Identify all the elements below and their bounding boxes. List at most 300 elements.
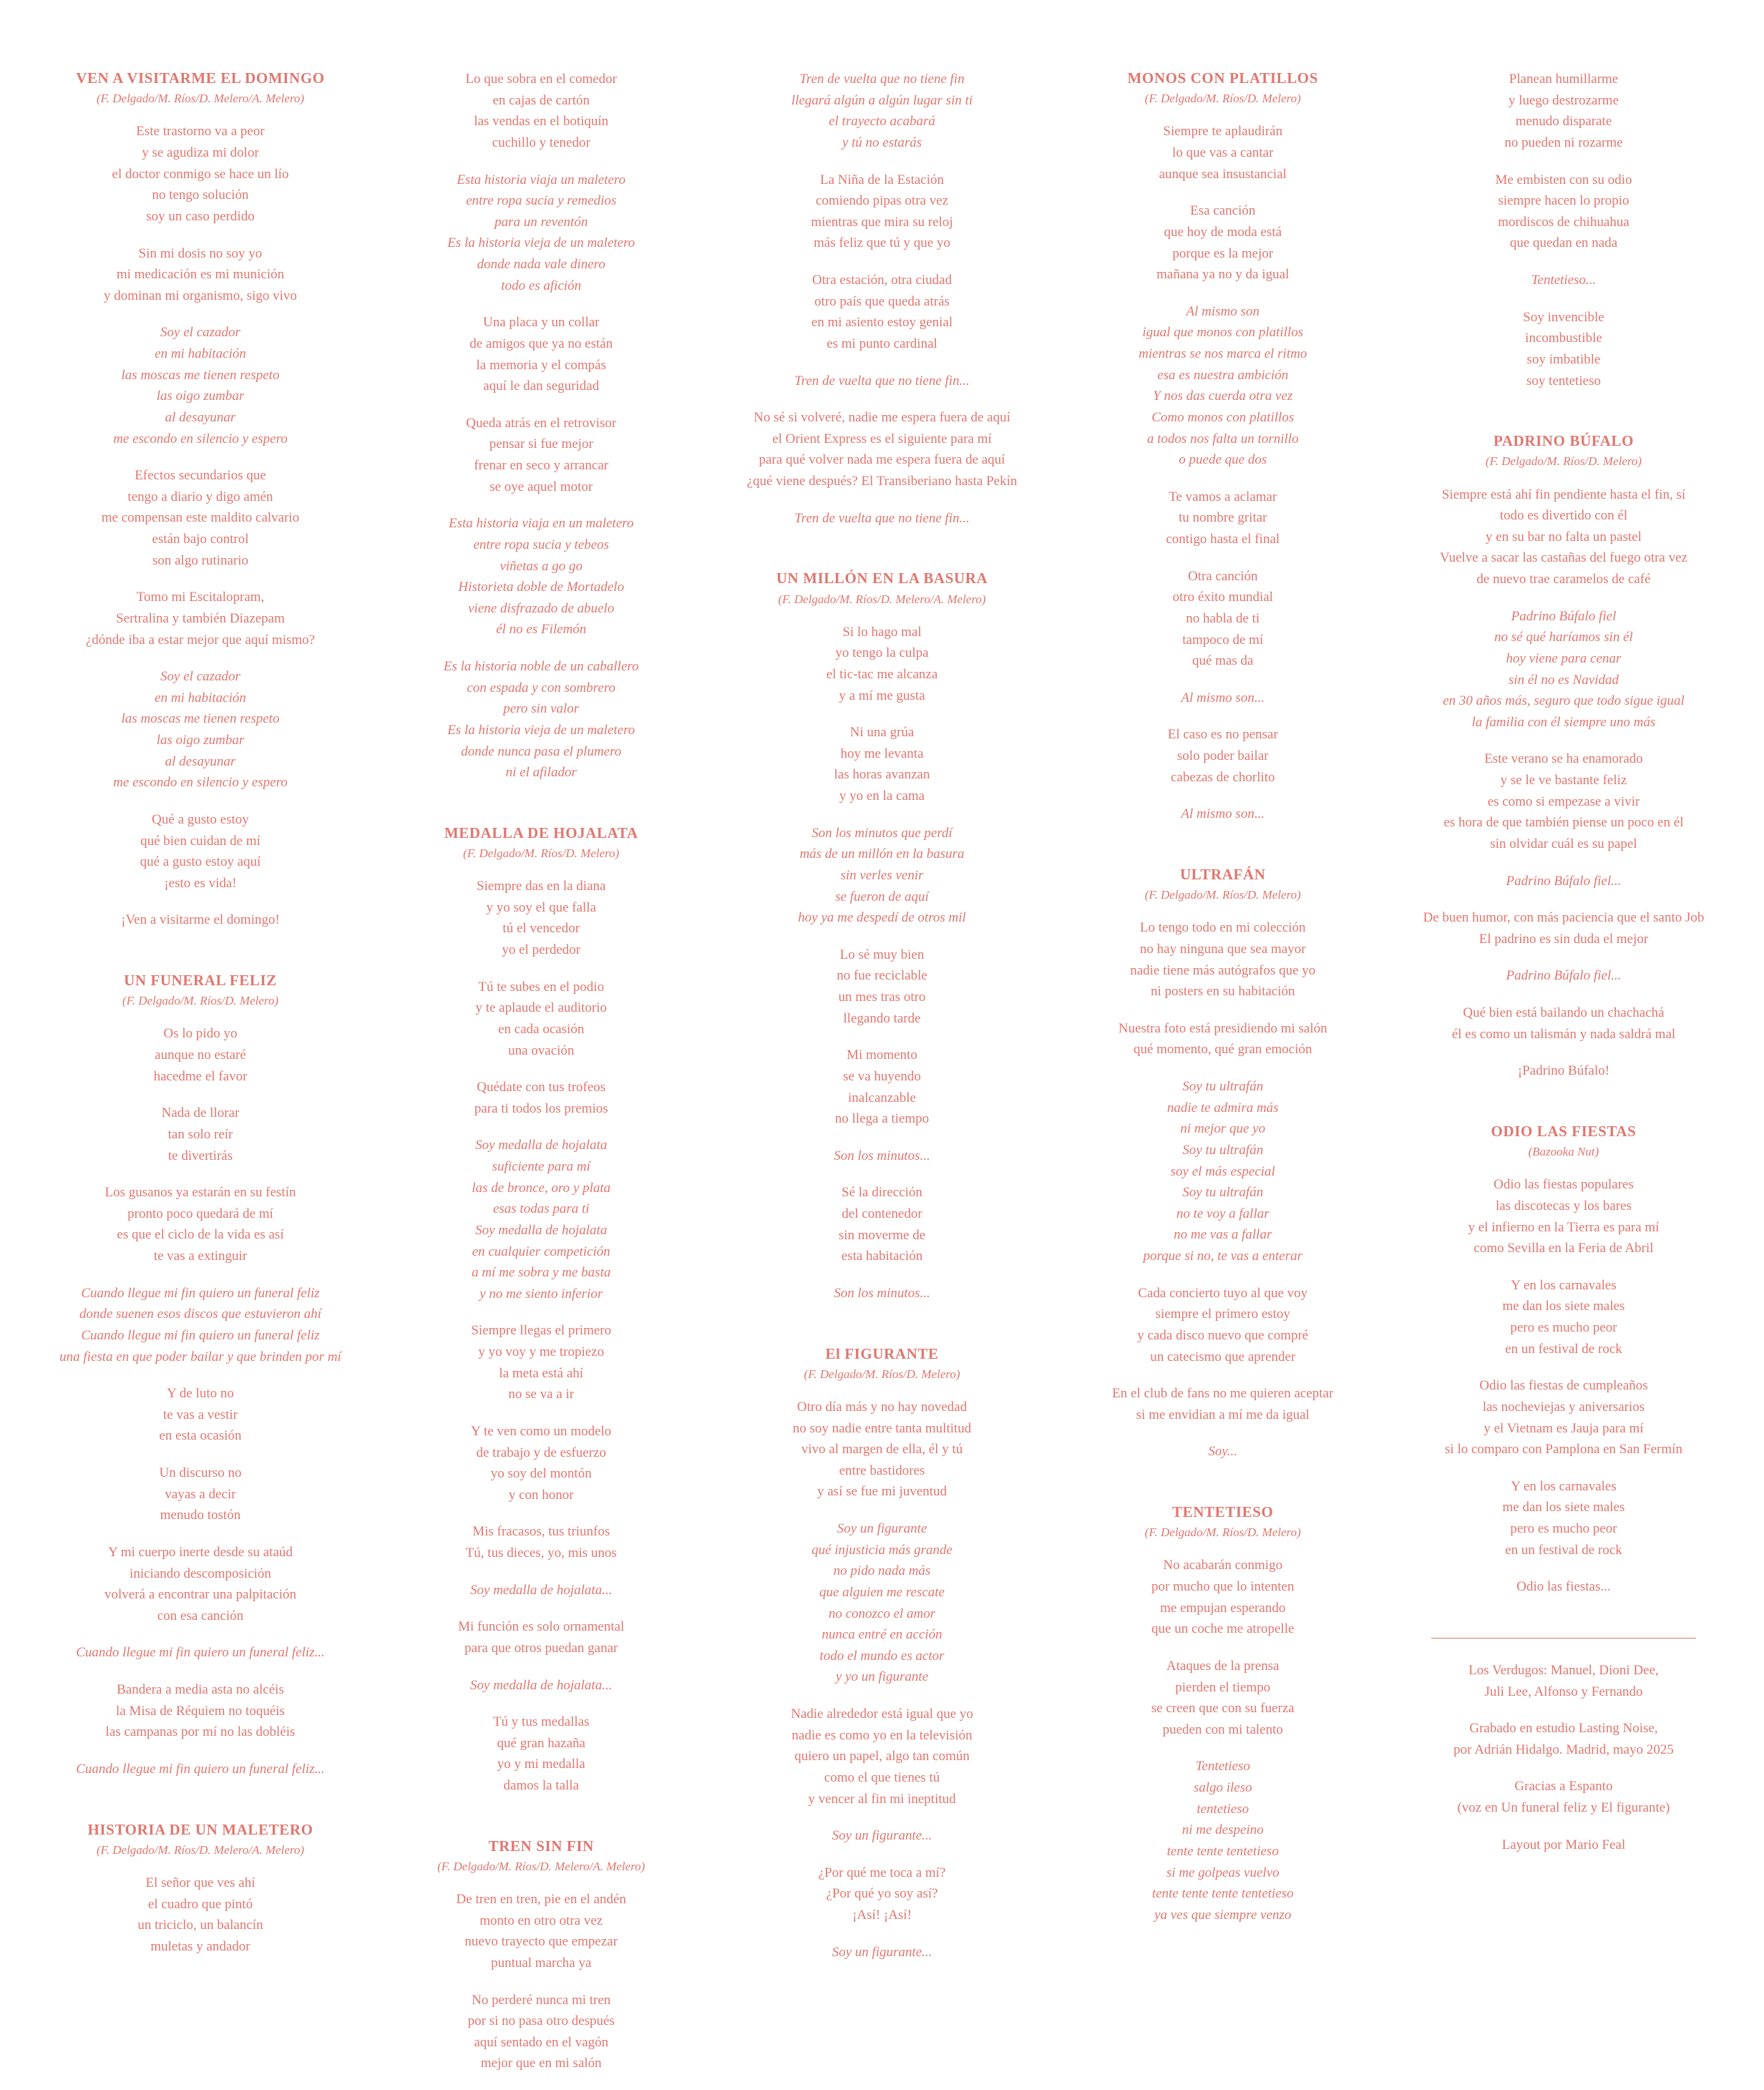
lyric-stanza bbox=[59, 1642, 341, 1664]
lyric-line: él no es Filemón bbox=[496, 622, 587, 638]
lyric-line: para un reventón bbox=[494, 214, 588, 230]
lyric-stanza bbox=[444, 1711, 638, 1797]
lyric-stanza bbox=[444, 656, 639, 783]
lyric-line: las moscas me tienen respeto bbox=[121, 711, 280, 727]
song-block bbox=[1423, 407, 1705, 1098]
lyric-line: esta habitación bbox=[841, 1249, 923, 1264]
lyric-line: Nadie alrededor está igual que yo bbox=[791, 1706, 973, 1722]
lyric-stanza bbox=[1112, 917, 1333, 1002]
song-credit: (F. Delgado/M. Ríos/D. Melero) bbox=[1485, 454, 1642, 469]
lyric-stanza bbox=[776, 1045, 988, 1130]
lyric-stanza bbox=[1495, 69, 1632, 154]
lyric-line: si lo comparo con Pamplona en San Fermín bbox=[1445, 1442, 1682, 1457]
lyric-line: las vendas en el botiquín bbox=[474, 114, 609, 130]
lyric-line: Lo tengo todo en mi colección bbox=[1139, 920, 1306, 936]
lyric-line: que hoy de moda está bbox=[1164, 224, 1282, 240]
lyrics-column bbox=[384, 69, 698, 2090]
lyric-line: De tren en tren, pie en el andén bbox=[456, 1892, 626, 1908]
lyric-line: soy tentetieso bbox=[1526, 373, 1601, 389]
lyric-line: Soy un figurante bbox=[837, 1521, 927, 1537]
lyric-line: esas todas para ti bbox=[492, 1201, 590, 1217]
lyric-line: Odio las fiestas... bbox=[1516, 1579, 1611, 1595]
lyric-line: Siempre llegas el primero bbox=[471, 1323, 612, 1339]
lyric-line: iniciando descomposición bbox=[130, 1566, 271, 1581]
song-credit: (F. Delgado/M. Ríos/D. Melero/A. Melero) bbox=[778, 592, 986, 606]
lyric-line: más de un millón en la basura bbox=[799, 846, 965, 862]
lyric-stanza bbox=[59, 1542, 341, 1627]
lyric-line: entre ropa sucia y tebeos bbox=[473, 537, 610, 552]
lyric-line: Os lo pido yo bbox=[163, 1026, 238, 1042]
lyric-line: Bandera a media asta no alcéis bbox=[117, 1682, 284, 1698]
lyric-stanza bbox=[444, 977, 638, 1062]
lyric-line: pierden el tiempo bbox=[1175, 1679, 1271, 1695]
lyric-line: la memoria y el compás bbox=[476, 357, 606, 373]
lyric-line: el tic-tac me alcanza bbox=[826, 666, 938, 682]
song-title: VEN A VISITARME EL DOMINGO bbox=[76, 69, 325, 87]
lyric-stanza bbox=[776, 823, 988, 929]
lyric-line: Padrino Búfalo fiel... bbox=[1506, 968, 1622, 984]
song-title: TENTETIESO bbox=[1172, 1503, 1274, 1521]
lyric-line: me compensan este maldito calvario bbox=[101, 510, 300, 526]
lyric-line: El padrino es sin duda el mejor bbox=[1478, 931, 1649, 947]
lyric-line: una ovación bbox=[508, 1042, 575, 1058]
lyric-stanza bbox=[59, 1462, 341, 1526]
lyric-line: todo es afición bbox=[501, 278, 582, 293]
lyric-stanza bbox=[1127, 487, 1318, 550]
lyric-stanza bbox=[1127, 804, 1318, 825]
lyric-line: Si lo hago mal bbox=[842, 624, 922, 640]
lyric-stanza bbox=[87, 1872, 313, 1958]
lyric-line: cabezas de chorlito bbox=[1170, 769, 1275, 785]
song-block bbox=[747, 69, 1018, 545]
lyric-line: hoy viene para cenar bbox=[1506, 650, 1622, 666]
lyric-line: y se le ve bastante feliz bbox=[1500, 773, 1627, 788]
lyric-stanza bbox=[1127, 121, 1318, 185]
lyric-stanza bbox=[444, 1077, 638, 1119]
lyric-line: Son los minutos... bbox=[834, 1148, 930, 1163]
song-title: UN MILLÓN EN LA BASURA bbox=[776, 570, 988, 587]
lyric-stanza bbox=[59, 1283, 341, 1368]
lyric-stanza bbox=[776, 622, 988, 707]
lyric-line: hacedme el favor bbox=[153, 1068, 248, 1084]
lyric-line: Lo que sobra en el comedor bbox=[465, 72, 618, 87]
lyric-line: al desayunar bbox=[165, 409, 236, 425]
lyric-line: puntual marcha ya bbox=[491, 1955, 592, 1971]
lyric-line: es que el ciclo de la vida es así bbox=[117, 1227, 284, 1243]
lyric-line: se fueron de aquí bbox=[835, 889, 929, 904]
song-title: TREN SIN FIN bbox=[488, 1837, 594, 1855]
credits-line: Juli Lee, Alfonso y Fernando bbox=[1484, 1684, 1643, 1699]
credits-line: Gracias a Espanto bbox=[1514, 1779, 1613, 1794]
lyric-stanza bbox=[76, 322, 324, 449]
lyric-line: el trayecto acabará bbox=[829, 114, 935, 130]
lyric-line: tu nombre gritar bbox=[1179, 510, 1267, 526]
lyric-line: Planean humillarme bbox=[1509, 72, 1619, 87]
lyric-line: Otra estación, otra ciudad bbox=[812, 273, 952, 288]
lyric-line: y yo en la cama bbox=[839, 788, 925, 804]
lyric-line: Tentetieso... bbox=[1531, 273, 1597, 288]
lyric-line: incombustible bbox=[1525, 331, 1602, 346]
lyric-line: Los gusanos ya estarán en su festín bbox=[104, 1185, 296, 1201]
lyric-line: Al mismo son... bbox=[1181, 806, 1265, 822]
lyric-line: Vuelve a sacar las castañas del fuego otra vez bbox=[1440, 550, 1687, 566]
lyric-line: hoy ya me despedí de otros mil bbox=[798, 910, 966, 926]
lyric-stanza bbox=[444, 69, 639, 154]
lyric-line: Soy un figurante... bbox=[832, 1828, 932, 1844]
lyric-stanza bbox=[76, 909, 324, 931]
credits-line: Grabado en estudio Lasting Noise, bbox=[1469, 1721, 1658, 1737]
song-credit: (F. Delgado/M. Ríos/D. Melero) bbox=[1144, 92, 1301, 106]
song-block bbox=[1445, 1098, 1682, 1613]
lyric-line: las discotecas y los bares bbox=[1496, 1198, 1632, 1214]
lyric-line: frenar en seco y arrancar bbox=[474, 458, 609, 473]
lyric-stanza bbox=[747, 69, 1018, 154]
lyric-line: mañana ya no y da igual bbox=[1156, 267, 1290, 283]
lyric-stanza bbox=[1145, 1656, 1301, 1741]
lyric-stanza bbox=[1112, 1283, 1333, 1368]
lyric-stanza bbox=[1445, 1275, 1682, 1360]
lyric-line: es mi punto cardinal bbox=[827, 336, 937, 351]
lyric-line: comiendo pipas otra vez bbox=[815, 193, 949, 209]
lyric-line: sin olvidar cuál es su papel bbox=[1490, 836, 1637, 851]
lyric-stanza bbox=[776, 1146, 988, 1167]
lyric-stanza bbox=[747, 270, 1018, 355]
lyric-line: las moscas me tienen respeto bbox=[121, 367, 280, 383]
lyric-line: y tú no estarás bbox=[842, 135, 922, 150]
lyric-stanza bbox=[791, 1397, 973, 1503]
lyric-line: pero es mucho peor bbox=[1510, 1521, 1617, 1537]
lyric-line: Mi función es solo ornamental bbox=[458, 1619, 625, 1635]
lyric-line: Esta historia viaja un maletero bbox=[457, 172, 626, 187]
song-title: MONOS CON PLATILLOS bbox=[1127, 69, 1319, 87]
lyric-stanza bbox=[444, 312, 639, 397]
lyrics-column bbox=[725, 69, 1040, 1978]
lyric-line: pero sin valor bbox=[503, 701, 580, 717]
lyric-line: contigo hasta el final bbox=[1166, 532, 1280, 547]
lyric-line: y se agudiza mi dolor bbox=[142, 145, 259, 161]
lyric-line: y el Vietnam es Jauja para mí bbox=[1483, 1420, 1644, 1436]
lyric-line: como Sevilla en la Feria de Abril bbox=[1473, 1241, 1654, 1256]
lyric-line: Soy... bbox=[1208, 1444, 1238, 1460]
lyric-line: están bajo control bbox=[152, 532, 249, 547]
lyric-line: menudo tostón bbox=[160, 1508, 241, 1523]
lyric-line: la familia con él siempre uno más bbox=[1471, 714, 1656, 730]
lyric-line: Efectos secundarios que bbox=[135, 468, 266, 484]
song-block bbox=[776, 545, 988, 1319]
song-block bbox=[437, 1812, 645, 2090]
lyric-line: nadie tiene más autógrafos que yo bbox=[1130, 962, 1316, 978]
lyric-line: nadie es como yo en la televisión bbox=[791, 1727, 973, 1743]
lyric-line: siempre hacen lo propio bbox=[1498, 193, 1629, 209]
lyric-line: por si no pasa otro después bbox=[467, 2013, 615, 2029]
lyric-line: lo que vas a cantar bbox=[1172, 145, 1274, 161]
lyric-stanza bbox=[1112, 1076, 1333, 1267]
lyric-line: siempre el primero estoy bbox=[1155, 1307, 1290, 1322]
lyric-stanza bbox=[444, 1580, 638, 1601]
lyric-line: más feliz que tú y que yo bbox=[813, 235, 950, 251]
lyric-stanza bbox=[76, 121, 324, 227]
lyric-stanza bbox=[747, 508, 1018, 529]
song-credit: (F. Delgado/M. Ríos/D. Melero/A. Melero) bbox=[437, 1859, 645, 1873]
lyric-line: igual que monos con platillos bbox=[1142, 325, 1304, 341]
lyric-line: todo el mundo es actor bbox=[819, 1648, 945, 1664]
lyric-line: Y en los carnavales bbox=[1511, 1277, 1617, 1293]
lyric-line: qué bien cuidan de mí bbox=[140, 833, 260, 849]
lyric-line: Soy medalla de hojalata... bbox=[470, 1677, 613, 1693]
lyric-stanza bbox=[791, 1942, 973, 1963]
lyric-line: otro éxito mundial bbox=[1172, 590, 1273, 605]
lyric-line: Me embisten con su odio bbox=[1495, 172, 1632, 187]
lyric-line: sin él no es Navidad bbox=[1508, 672, 1619, 688]
credits-line: (voz en Un funeral feliz y El figurante) bbox=[1457, 1800, 1670, 1816]
credits-line: Layout por Mario Feal bbox=[1501, 1837, 1626, 1852]
credits-block bbox=[1468, 1660, 1659, 1702]
lyric-line: damos la talla bbox=[503, 1778, 579, 1794]
lyric-line: en un festival de rock bbox=[1505, 1341, 1622, 1357]
lyric-line: en mi habitación bbox=[155, 346, 246, 362]
lyric-line: Sin mi dosis no soy yo bbox=[138, 245, 263, 261]
lyric-stanza bbox=[1127, 688, 1318, 709]
song-title: ULTRAFÁN bbox=[1179, 865, 1266, 883]
lyric-line: pueden con mi talento bbox=[1162, 1722, 1283, 1737]
lyric-line: Mis fracasos, tus triunfos bbox=[472, 1524, 610, 1540]
lyric-stanza bbox=[76, 465, 324, 571]
lyric-stanza bbox=[776, 944, 988, 1030]
lyric-stanza bbox=[776, 1283, 988, 1304]
lyric-line: y el infierno en la Tierra es para mí bbox=[1468, 1219, 1660, 1235]
lyric-line: tente tente tente tentetieso bbox=[1151, 1886, 1294, 1902]
lyric-stanza bbox=[59, 1182, 341, 1267]
credits-block bbox=[1502, 1835, 1626, 1856]
lyric-line: salgo ileso bbox=[1193, 1780, 1252, 1796]
lyric-line: Padrino Búfalo fiel bbox=[1511, 608, 1617, 624]
lyric-line: Lo sé muy bien bbox=[839, 947, 925, 962]
lyric-stanza bbox=[776, 722, 988, 807]
lyric-stanza bbox=[1445, 1476, 1682, 1561]
lyric-line: me dan los siete males bbox=[1502, 1299, 1625, 1314]
lyric-line: Tomo mi Escitalopram, bbox=[136, 590, 265, 605]
lyric-stanza bbox=[1145, 1555, 1301, 1640]
lyric-line: y así se fue mi juventud bbox=[817, 1484, 947, 1500]
lyric-line: y vencer al fin mi ineptitud bbox=[808, 1791, 956, 1807]
lyric-line: llegará algún a algún lugar sin ti bbox=[791, 92, 973, 108]
lyric-line: Qué bien está bailando un chachachá bbox=[1463, 1005, 1665, 1021]
lyric-stanza bbox=[791, 1518, 973, 1688]
lyric-line: Padrino Búfalo fiel... bbox=[1506, 873, 1622, 889]
lyric-line: donde nada vale dinero bbox=[477, 257, 605, 272]
lyric-line: suficiente para mí bbox=[492, 1159, 590, 1175]
lyric-stanza bbox=[76, 587, 324, 650]
lyric-line: mientras que mira su reloj bbox=[811, 214, 953, 230]
lyric-line: La Niña de la Estación bbox=[819, 172, 945, 187]
lyric-line: Odio las fiestas de cumpleaños bbox=[1479, 1378, 1648, 1394]
lyric-stanza bbox=[1495, 170, 1632, 255]
lyric-line: en cualquier competición bbox=[472, 1244, 610, 1259]
lyric-line: no habla de ti bbox=[1186, 610, 1260, 626]
lyric-line: en 30 años más, seguro que todo sigue igual bbox=[1443, 693, 1685, 709]
lyric-line: pero es mucho peor bbox=[1510, 1320, 1617, 1336]
lyric-line: pensar si fue mejor bbox=[489, 436, 593, 452]
lyric-stanza bbox=[444, 413, 639, 498]
lyrics-column bbox=[1066, 69, 1380, 1941]
lyric-line: te divertirás bbox=[167, 1148, 233, 1163]
credits-block bbox=[1457, 1776, 1670, 1818]
lyric-line: Este trastorno va a peor bbox=[136, 124, 265, 140]
lyric-stanza bbox=[1423, 965, 1705, 987]
lyric-line: viene disfrazado de abuelo bbox=[468, 600, 615, 616]
lyric-line: en mi asiento estoy genial bbox=[811, 315, 953, 331]
lyric-line: ¡esto es vida! bbox=[164, 875, 237, 891]
song-credit: (F. Delgado/M. Ríos/D. Melero) bbox=[1144, 888, 1301, 902]
lyric-line: llegando tarde bbox=[843, 1010, 921, 1026]
lyric-line: Tren de vuelta que no tiene fin bbox=[799, 72, 965, 87]
lyric-line: ni el afilador bbox=[505, 765, 577, 781]
lyric-line: No acabarán conmigo bbox=[1163, 1558, 1283, 1573]
lyric-line: y yo un figurante bbox=[835, 1669, 929, 1685]
lyric-stanza bbox=[1423, 484, 1705, 590]
lyric-stanza bbox=[444, 513, 639, 640]
lyric-line: que quedan en nada bbox=[1509, 235, 1618, 251]
lyric-line: Y nos das cuerda otra vez bbox=[1153, 389, 1293, 404]
lyric-line: vayas a decir bbox=[165, 1486, 236, 1502]
lyric-line: tente tente tentetieso bbox=[1166, 1843, 1279, 1859]
lyric-line: un catecismo que aprender bbox=[1150, 1349, 1296, 1364]
lyric-line: Y en los carnavales bbox=[1511, 1478, 1617, 1494]
lyric-line: no llega a tiempo bbox=[834, 1111, 930, 1127]
lyric-line: con esa canción bbox=[157, 1608, 244, 1623]
lyric-stanza bbox=[1127, 566, 1318, 672]
lyric-stanza bbox=[444, 1421, 638, 1506]
lyric-line: Cuando llegue mi fin quiero un funeral feliz bbox=[81, 1327, 320, 1343]
lyric-line: hoy me levanta bbox=[840, 746, 924, 761]
lyric-line: de trabajo y de esfuerzo bbox=[476, 1445, 606, 1460]
lyric-line: Una placa y un collar bbox=[483, 315, 600, 331]
song-block bbox=[444, 799, 638, 1812]
lyric-line: y a mí me gusta bbox=[839, 688, 925, 703]
lyric-line: Tentetieso bbox=[1195, 1759, 1250, 1774]
lyric-line: Cada concierto tuyo al que voy bbox=[1138, 1285, 1308, 1301]
lyric-stanza bbox=[444, 1675, 638, 1696]
lyric-stanza bbox=[791, 1704, 973, 1810]
lyric-line: como el que tienes tú bbox=[824, 1769, 940, 1785]
lyric-stanza bbox=[437, 1889, 645, 1974]
lyric-line: porque si no, te vas a enterar bbox=[1143, 1249, 1302, 1264]
lyric-line: el Orient Express es el siguiente para mí bbox=[772, 431, 992, 446]
lyric-stanza bbox=[1445, 1174, 1682, 1259]
lyric-line: tengo a diario y digo amén bbox=[127, 489, 273, 504]
lyric-line: porque es la mejor bbox=[1172, 245, 1274, 261]
lyric-line: todo es divertido con él bbox=[1499, 508, 1628, 524]
lyric-line: El caso es no pensar bbox=[1167, 727, 1278, 743]
lyric-stanza bbox=[444, 1320, 638, 1405]
lyric-line: Nada de llorar bbox=[161, 1105, 240, 1121]
lyric-stanza bbox=[791, 1862, 973, 1926]
lyric-line: mi medicación es mi munición bbox=[116, 267, 285, 283]
lyric-line: Nuestra foto está presidiendo mi salón bbox=[1118, 1020, 1327, 1036]
song-credit: (Bazooka Nut) bbox=[1528, 1145, 1599, 1159]
lyric-line: tampoco de mí bbox=[1182, 632, 1264, 648]
lyric-line: no hay ninguna que sea mayor bbox=[1139, 941, 1306, 957]
lyric-line: qué momento, qué gran emoción bbox=[1133, 1042, 1312, 1058]
lyric-line: Soy un figurante... bbox=[832, 1944, 932, 1960]
song-title: UN FUNERAL FELIZ bbox=[124, 972, 277, 990]
lyric-stanza bbox=[1423, 1060, 1705, 1082]
lyric-stanza bbox=[776, 1182, 988, 1267]
lyric-stanza bbox=[1495, 307, 1632, 392]
lyric-line: que alguien me rescate bbox=[819, 1584, 945, 1600]
lyric-line: Otro día más y no hay novedad bbox=[796, 1399, 968, 1415]
lyric-stanza bbox=[1112, 1018, 1333, 1060]
credits-line: Los Verdugos: Manuel, Dioni Dee, bbox=[1468, 1662, 1659, 1678]
lyric-line: ¿qué viene después? El Transiberiano hasta Pekín bbox=[746, 474, 1018, 489]
lyric-line: él es como un talismán y nada saldrá mal bbox=[1451, 1026, 1676, 1042]
lyric-line: tú el vencedor bbox=[502, 921, 580, 937]
lyric-line: Soy medalla de hojalata... bbox=[470, 1582, 613, 1598]
lyric-line: Un discurso no bbox=[159, 1465, 242, 1481]
lyric-line: en cajas de cartón bbox=[492, 92, 590, 108]
song-credit: (F. Delgado/M. Ríos/D. Melero/A. Melero) bbox=[96, 1842, 305, 1857]
lyric-stanza bbox=[747, 407, 1018, 492]
lyric-line: No sé si volveré, nadie me espera fuera de aquí bbox=[754, 410, 1010, 426]
lyric-line: a mí me sobra y me basta bbox=[472, 1265, 611, 1281]
lyric-line: Soy tu ultrafán bbox=[1182, 1142, 1264, 1158]
lyric-stanza bbox=[1423, 871, 1705, 892]
lyric-line: donde nunca pasa el plumero bbox=[461, 743, 622, 759]
lyric-line: en mi habitación bbox=[155, 690, 246, 705]
lyric-line: y yo soy el que falla bbox=[486, 899, 597, 915]
lyric-line: Queda atrás en el retrovisor bbox=[466, 415, 617, 431]
lyric-stanza bbox=[76, 243, 324, 307]
song-block bbox=[1112, 841, 1333, 1478]
lyric-line: otro país que queda atrás bbox=[814, 293, 950, 309]
lyric-line: Son los minutos que perdí bbox=[812, 825, 952, 841]
lyric-line: No perderé nunca mi tren bbox=[472, 1992, 611, 2008]
song-credit: (F. Delgado/M. Ríos/D. Melero/A. Melero) bbox=[96, 92, 305, 106]
lyric-line: el doctor conmigo se hace un lío bbox=[112, 166, 289, 182]
lyric-line: es hora de que también piense un poco en él bbox=[1443, 815, 1684, 831]
lyric-stanza bbox=[59, 1383, 341, 1447]
lyric-line: son algo rutinario bbox=[152, 552, 248, 568]
lyric-line: qué mas da bbox=[1192, 653, 1254, 669]
lyric-stanza bbox=[1127, 724, 1318, 788]
lyric-stanza bbox=[1423, 1002, 1705, 1045]
lyric-line: viñetas a go go bbox=[500, 558, 583, 574]
lyric-line: ya ves que siempre venzo bbox=[1154, 1907, 1292, 1923]
lyric-line: qué injusticia más grande bbox=[812, 1542, 952, 1558]
lyric-line: para qué volver nada me espera fuera de aquí bbox=[759, 452, 1005, 468]
lyric-line: Soy el cazador bbox=[160, 669, 240, 685]
lyric-line: no conozco el amor bbox=[828, 1606, 936, 1621]
lyric-line: nunca entré en acción bbox=[822, 1627, 942, 1643]
lyric-line: ¿Por qué me toca a mí? bbox=[818, 1865, 946, 1880]
lyric-line: pronto poco quedará de mí bbox=[127, 1206, 273, 1221]
lyric-line: las oigo zumbar bbox=[156, 733, 245, 748]
lyric-line: se oye aquel motor bbox=[489, 479, 593, 494]
lyric-line: y dominan mi organismo, sigo vivo bbox=[104, 288, 297, 303]
lyric-stanza bbox=[1445, 1375, 1682, 1460]
lyric-line: me escondo en silencio y espero bbox=[113, 431, 288, 446]
lyric-line: de nuevo trae caramelos de café bbox=[1476, 572, 1651, 587]
lyric-line: las oigo zumbar bbox=[156, 389, 245, 404]
lyric-line: vivo al margen de ella, él y tú bbox=[801, 1442, 963, 1457]
lyric-line: De buen humor, con más paciencia que el santo Job bbox=[1423, 910, 1705, 926]
lyric-line: qué gran hazaña bbox=[497, 1735, 585, 1751]
lyric-line: muletas y andador bbox=[150, 1938, 250, 1954]
lyric-stanza bbox=[1495, 270, 1632, 291]
lyric-line: Es la historia noble de un caballero bbox=[443, 659, 639, 674]
lyric-line: Y te ven como un modelo bbox=[471, 1423, 612, 1439]
song-block bbox=[1127, 69, 1318, 841]
